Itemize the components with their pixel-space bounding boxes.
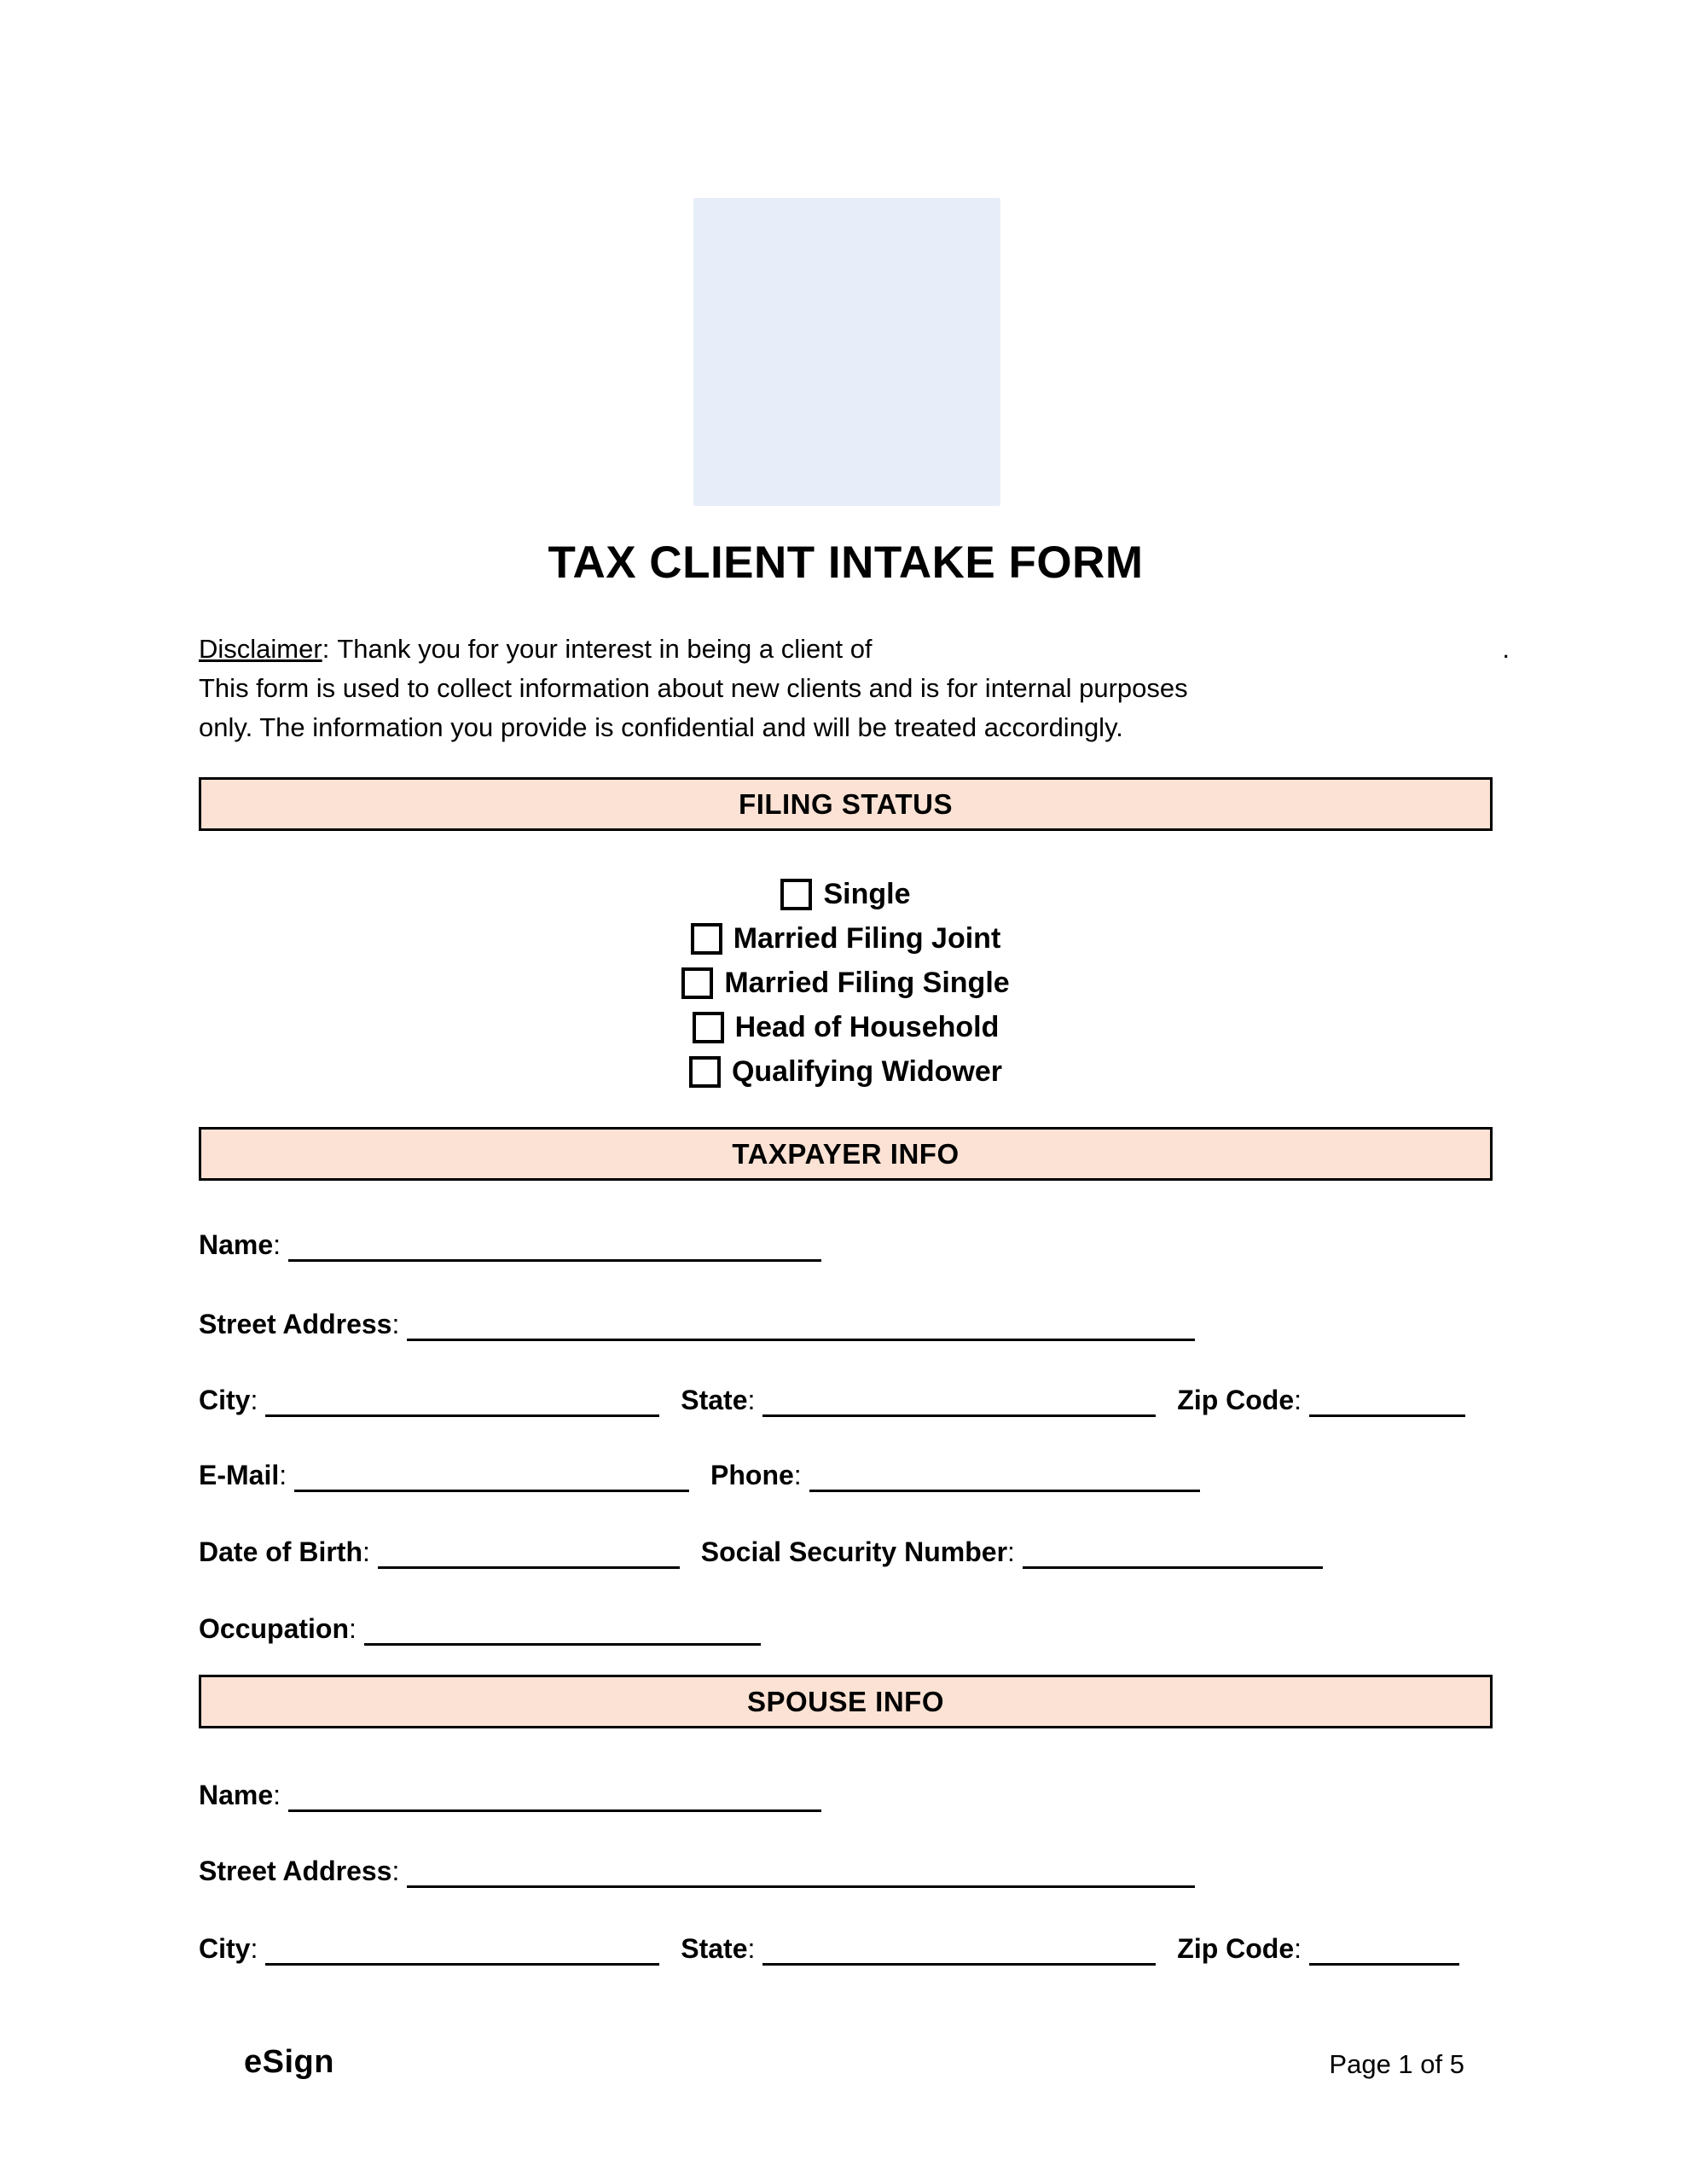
checkbox-qualifying-widower[interactable] — [689, 1056, 721, 1088]
taxpayer-street-row — [199, 1305, 1512, 1345]
field-colon: : — [273, 1780, 281, 1810]
filing-option-row — [689, 1053, 1002, 1090]
checkbox-single[interactable] — [780, 879, 812, 910]
spouse-street-row — [199, 1852, 1512, 1891]
taxpayer-dob-ssn-row — [199, 1533, 1512, 1572]
field-colon: : — [250, 1385, 258, 1415]
field-colon: : — [1294, 1385, 1302, 1415]
disclaimer-line1 — [199, 630, 1510, 669]
logo-placeholder — [693, 198, 1000, 506]
taxpayer-occupation-row — [199, 1610, 1512, 1649]
field-label-name: Name — [199, 1229, 274, 1260]
spouse-street-address-input[interactable] — [407, 1857, 1195, 1888]
field-label-street-address: Street Address — [199, 1856, 392, 1886]
field-colon: : — [747, 1933, 756, 1964]
field-colon: : — [747, 1385, 756, 1415]
disclaimer-trailing-period: . — [1502, 634, 1510, 664]
field-colon: : — [279, 1460, 287, 1490]
checkbox-head-of-household[interactable] — [693, 1012, 724, 1043]
checkbox-married-filing-joint[interactable] — [691, 923, 722, 955]
filing-option-row — [780, 875, 910, 913]
field-colon: : — [391, 1309, 400, 1339]
field-label-state: State — [681, 1933, 748, 1964]
taxpayer-date-of-birth-input[interactable] — [378, 1538, 680, 1569]
section-title: SPOUSE INFO — [746, 1685, 945, 1717]
taxpayer-city-input[interactable] — [265, 1386, 659, 1417]
disclaimer-colon: : — [322, 634, 330, 664]
taxpayer-zip-code-input[interactable] — [1309, 1386, 1465, 1417]
field-label-state: State — [681, 1385, 748, 1415]
taxpayer-street-address-input[interactable] — [407, 1310, 1195, 1341]
field-label-date-of-birth: Date of Birth — [199, 1536, 362, 1567]
disclaimer-line2: This form is used to collect information about new clients and is for internal purposes — [199, 673, 1188, 703]
field-colon: : — [793, 1460, 802, 1490]
field-label-name: Name — [199, 1780, 274, 1810]
spouse-city-input[interactable] — [265, 1935, 659, 1966]
taxpayer-city-state-zip-row — [199, 1381, 1512, 1420]
taxpayer-email-input[interactable] — [294, 1461, 689, 1492]
field-label-phone: Phone — [710, 1460, 794, 1490]
spouse-name-row — [199, 1776, 1512, 1815]
field-label-zip-code: Zip Code — [1177, 1385, 1295, 1415]
disclaimer-line3: only. The information you provide is confidential and will be treated accordingly. — [199, 712, 1123, 742]
checkbox-label: Married Filing Joint — [733, 922, 1001, 955]
esign-logo: eSign — [244, 2044, 334, 2080]
checkbox-label: Single — [823, 878, 911, 910]
filing-option-row — [693, 1008, 1000, 1046]
spouse-name-input[interactable] — [288, 1781, 821, 1812]
section-header-taxpayer-info — [199, 1127, 1493, 1181]
filing-option-row — [691, 920, 1001, 957]
checkbox-label: Married Filing Single — [724, 967, 1010, 999]
spouse-city-state-zip-row — [199, 1930, 1512, 1969]
disclaimer — [199, 630, 1510, 747]
spouse-state-input[interactable] — [762, 1935, 1156, 1966]
disclaimer-intro-text: Thank you for your interest in being a client of — [337, 634, 873, 664]
taxpayer-phone-input[interactable] — [809, 1461, 1200, 1492]
checkbox-label: Qualifying Widower — [731, 1055, 1003, 1088]
field-label-street-address: Street Address — [199, 1309, 392, 1339]
spouse-zip-code-input[interactable] — [1309, 1935, 1459, 1966]
taxpayer-name-row — [199, 1226, 1512, 1265]
section-header-spouse-info — [199, 1675, 1493, 1728]
field-colon: : — [349, 1613, 357, 1644]
field-colon: : — [1007, 1536, 1015, 1567]
field-label-zip-code: Zip Code — [1177, 1933, 1295, 1964]
field-label-city: City — [199, 1933, 251, 1964]
section-title: FILING STATUS — [739, 787, 953, 820]
field-colon: : — [273, 1229, 281, 1260]
taxpayer-occupation-input[interactable] — [364, 1615, 761, 1646]
field-label-city: City — [199, 1385, 251, 1415]
checkbox-married-filing-single[interactable] — [681, 967, 713, 999]
taxpayer-state-input[interactable] — [762, 1386, 1156, 1417]
page-number: Page 1 of 5 — [1329, 2049, 1464, 2079]
field-label-occupation: Occupation — [199, 1613, 350, 1644]
field-label-email: E-Mail — [199, 1460, 280, 1490]
checkbox-label: Head of Household — [734, 1011, 1000, 1043]
taxpayer-name-input[interactable] — [288, 1231, 821, 1262]
field-colon: : — [391, 1856, 400, 1886]
section-title: TAXPAYER INFO — [732, 1137, 960, 1170]
taxpayer-ssn-input[interactable] — [1023, 1538, 1323, 1569]
page-title: TAX CLIENT INTAKE FORM — [548, 537, 1144, 588]
field-colon: : — [250, 1933, 258, 1964]
taxpayer-email-phone-row — [199, 1456, 1512, 1496]
disclaimer-label: Disclaimer — [199, 634, 322, 664]
field-label-ssn: Social Security Number — [700, 1536, 1008, 1567]
section-header-filing-status — [199, 777, 1493, 831]
field-colon: : — [1294, 1933, 1302, 1964]
filing-option-row — [681, 964, 1009, 1002]
filing-status-options — [199, 875, 1493, 1090]
field-colon: : — [362, 1536, 370, 1567]
